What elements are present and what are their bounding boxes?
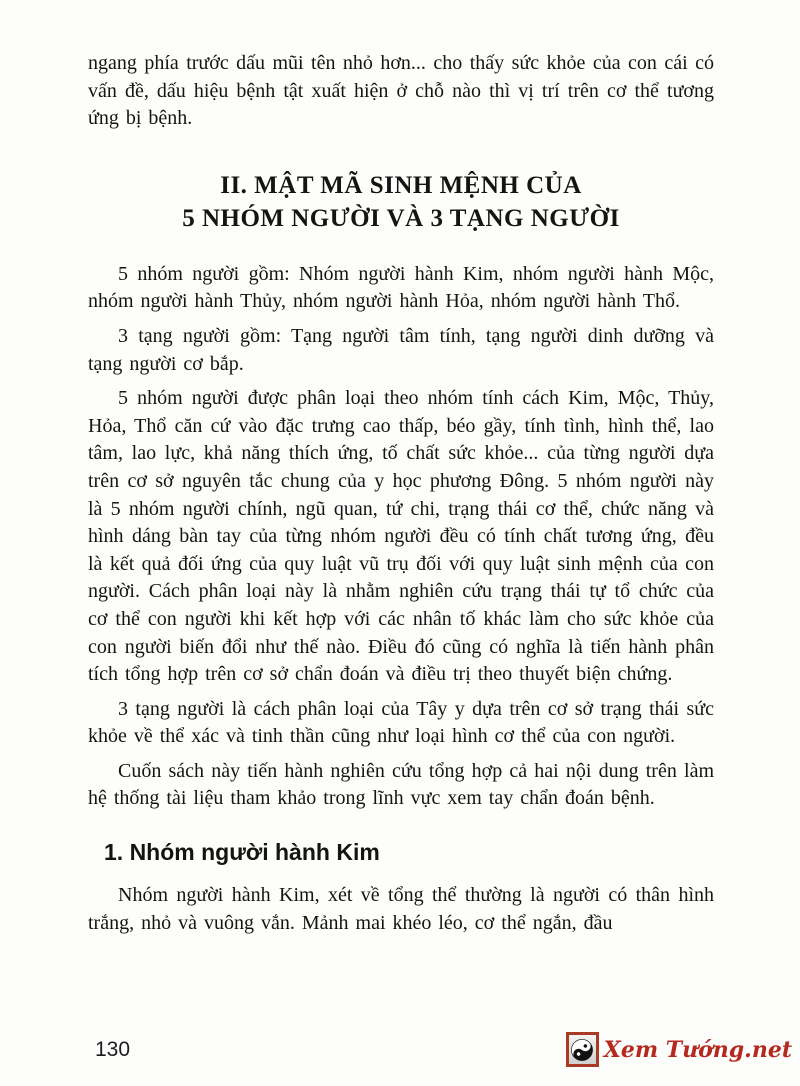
xemtuong-watermark (566, 1032, 792, 1067)
subsection-heading: 1. Nhóm người hành Kim (104, 839, 380, 866)
body-paragraph: Cuốn sách này tiến hành nghiên cứu tổng hợp cả hai nội dung trên làm hệ thống tài liệu tham khảo trong lĩnh vực xem tay chẩn đoán bệnh. (88, 759, 714, 810)
page-content (88, 50, 714, 944)
body-paragraph: 5 nhóm người gồm: Nhóm người hành Kim, nhóm người hành Mộc, nhóm người hành Thủy, nhóm người hành Hỏa, nhóm người hành Thổ. (88, 262, 714, 313)
page-number: 130 (95, 1038, 131, 1061)
section-heading-line-1: II. MẬT MÃ SINH MỆNH CỦA (220, 171, 582, 199)
watermark-site-name: Xem Tướng.net (603, 1036, 792, 1063)
section-heading-line-2: 5 NHÓM NGƯỜI VÀ 3 TẠNG NGƯỜI (182, 204, 620, 232)
subsection-paragraph: Nhóm người hành Kim, xét về tổng thể thường là người có thân hình trắng, nhỏ và vuông vắn. Mảnh mai khéo léo, cơ thể ngắn, đầu (88, 884, 714, 934)
body-paragraph: 3 tạng người gồm: Tạng người tâm tính, tạng người dinh dưỡng và tạng người cơ bắp. (88, 324, 714, 375)
body-paragraph: 5 nhóm người được phân loại theo nhóm tính cách Kim, Mộc, Thủy, Hỏa, Thổ căn cứ vào đặc trưng cao thấp, béo gầy, tính tình, hình thể, lao tâm, lao lực, khả năng thích ứng, tố chất sức khỏe... của từng người dựa trên cơ sở nguyên tắc chung của y học phương Đông. 5 nhóm người này là 5 nhóm người chính, ngũ quan, tứ chi, trạng thái cơ thể, chức năng và hình dáng bàn tay của từng nhóm người đều có tính chất tương ứng, đều là kết quả đối ứng của quy luật vũ trụ đối với quy luật sinh mệnh của con người. Cách phân loại này là nhằm nghiên cứu trạng thái tự tổ chức của cơ thể con người khi kết hợp với các nhân tố khác làm cho sức khỏe của con người biến đổi như thế nào. Điều đó cũng có nghĩa là tiến hành phân tích tổng hợp trên cơ sở chẩn đoán và điều trị theo thuyết biện chứng. (88, 387, 714, 686)
body-paragraph: 3 tạng người là cách phân loại của Tây y dựa trên cơ sở trạng thái sức khỏe về thể xác và tinh thần cũng như loại hình cơ thể của con người. (88, 697, 714, 748)
section-heading (88, 169, 714, 235)
intro-paragraph: ngang phía trước dấu mũi tên nhỏ hơn... cho thấy sức khỏe của con cái có vấn đề, dấu hiệu bệnh tật xuất hiện ở chỗ nào thì vị trí trên cơ thể tương ứng bị bệnh. (88, 52, 714, 130)
yin-yang-icon (566, 1032, 599, 1067)
